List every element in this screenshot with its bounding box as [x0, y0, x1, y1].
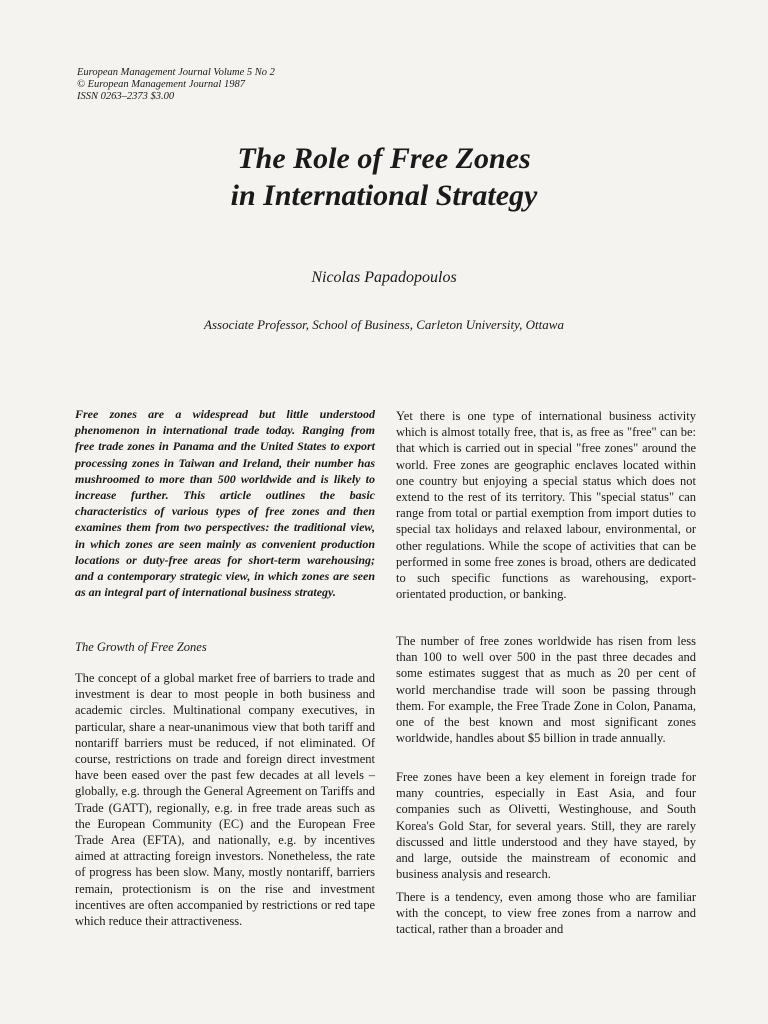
copyright-line: © European Management Journal 1987: [77, 79, 245, 90]
section-heading: The Growth of Free Zones: [75, 640, 207, 654]
body-paragraph: Free zones have been a key element in foreign trade for many countries, especially in East Asia, and four companies such as Olivetti, Westinghouse, and South Korea's Gold Star, for several years. Still, they are rarely discussed and little understood and they have stayed, by and large, outside the mainstream of economic and business analysis and research.: [396, 770, 696, 882]
body-paragraph: The number of free zones worldwide has risen from less than 100 to well over 500 in the past three decades and some estimates suggest that as much as 20 per cent of world merchandise trade will soon be passing through them. For example, the Free Trade Zone in Colon, Panama, one of the best known and most significant zones worldwide, handles about $5 billion in trade annually.: [396, 634, 696, 746]
abstract: Free zones are a widespread but little understood phenomenon in international trade today. Ranging from free trade zones in Panama and the United States to export processing zones in Taiwan and Ireland, their number has mushroomed to more than 500 worldwide and is likely to increase further. This article outlines the basic characteristics of various types of free zones and then examines them from two perspectives: the traditional view, in which zones are seen mainly as convenient production locations or duty-free areas for short-term warehousing; and a contemporary strategic view, in which zones are seen as an integral part of international business strategy.: [75, 407, 375, 600]
journal-volume-line: European Management Journal Volume 5 No 2: [77, 67, 275, 78]
right-paragraph-1: [396, 408, 696, 602]
journal-header: [77, 67, 275, 103]
author-name: Nicolas Papadopoulos: [311, 269, 457, 286]
body-paragraph: The concept of a global market free of barriers to trade and investment is dear to most people in both business and academic circles. Multinational company executives, in particular, share a near-unanimous view that both tariff and nontariff barriers must be reduced, if not eliminated. Of course, restrictions on trade and foreign direct investment have been eased over the past few decades at all levels – globally, e.g. through the General Agreement on Tariffs and Trade (GATT), regionally, e.g. in free trade areas such as the European Community (EC) and the European Free Trade Area (EFTA), and nationally, e.g. by incentives aimed at attracting foreign investors. Nonetheless, the rate of progress has been slow. Many, mostly nontariff, barriers remain, protectionism is on the rise and investment incentives are often accompanied by restrictions or red tape which reduce their attractiveness.: [75, 671, 375, 929]
author-affiliation: Associate Professor, School of Business, Carleton University, Ottawa: [204, 317, 564, 332]
article-title: [0, 140, 768, 214]
body-paragraph: Yet there is one type of international business activity which is almost totally free, that is, as free as "free" can be: that which is carried out in special "free zones" around the world. Free zones are geographic enclaves located within one country but enjoying a special status which does not extend to the rest of its territory. This "special status" can range from total or partial exemption from import duties to special tax holidays and relaxed labour, environmental, or other regulations. While the scope of activities that can be performed in some free zones is broad, others are dedicated to such specific functions as warehousing, export-orientated production, or banking.: [396, 409, 696, 602]
right-paragraph-4: [396, 889, 696, 938]
right-paragraph-3: [396, 769, 696, 882]
title-line-2: in International Strategy: [230, 179, 538, 212]
issn-line: ISSN 0263–2373 $3.00: [77, 91, 175, 102]
title-line-1: The Role of Free Zones: [237, 142, 531, 175]
body-paragraph: There is a tendency, even among those who are familiar with the concept, to view free zones from a narrow and tactical, rather than a broader and: [396, 890, 696, 937]
right-paragraph-2: [396, 633, 696, 746]
left-body-column: [75, 670, 375, 929]
